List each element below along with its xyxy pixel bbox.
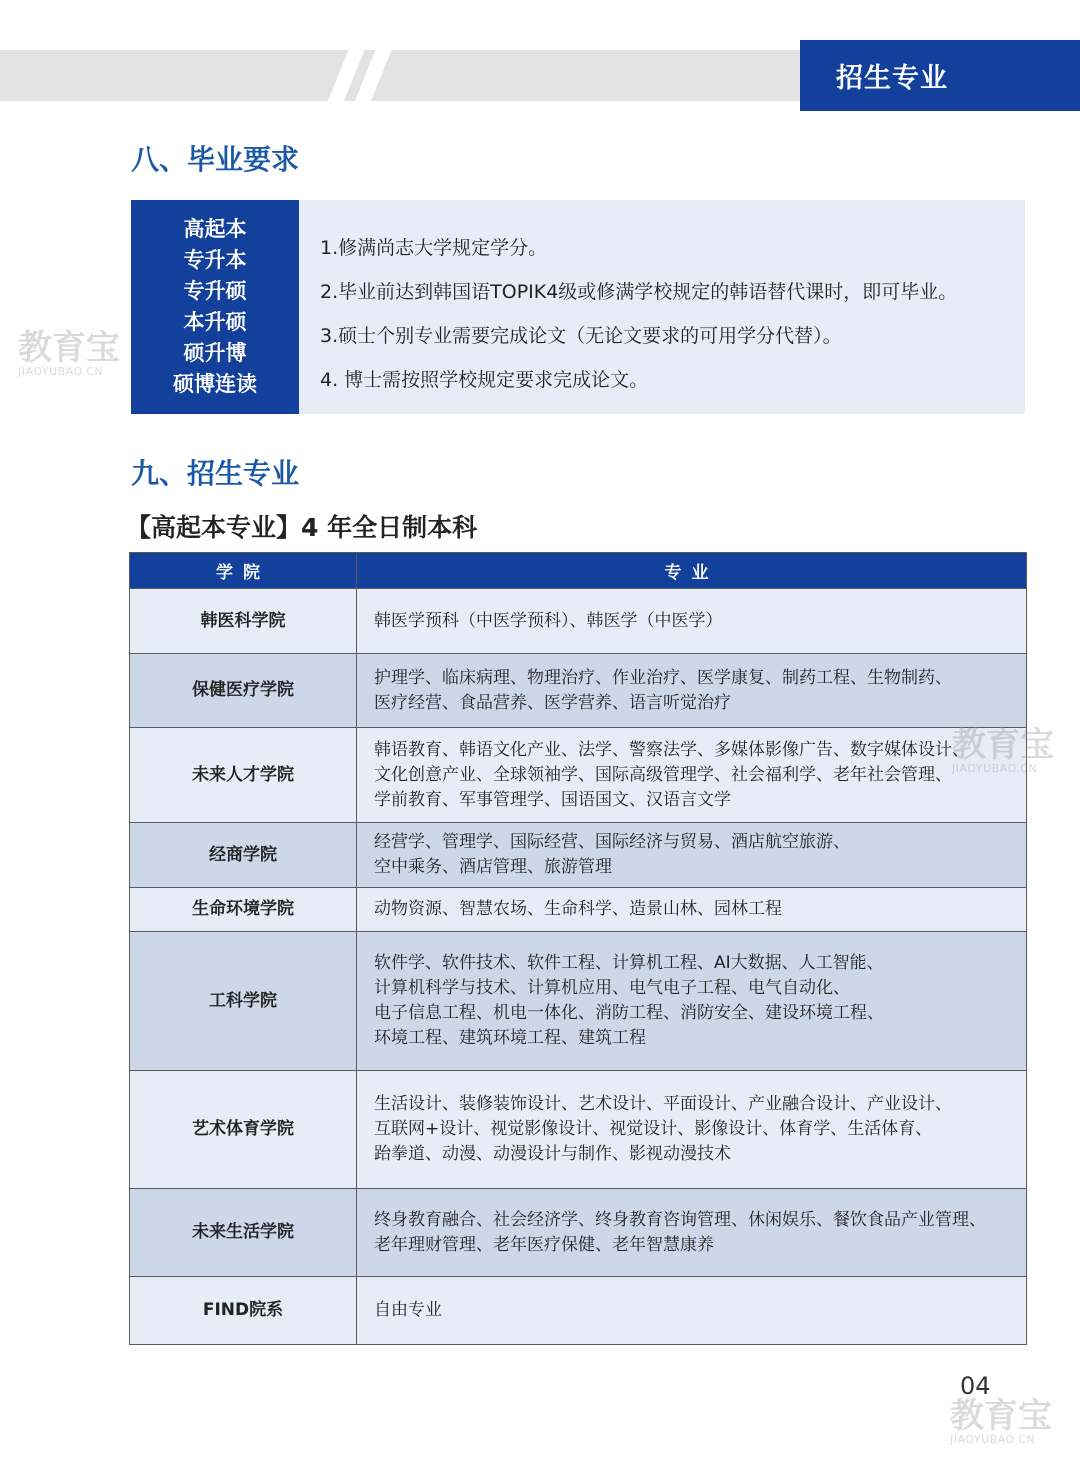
majors-cell	[357, 888, 1027, 932]
column-header-college: 学院	[130, 553, 357, 589]
watermark-url: JIAOYUBAO.CN	[950, 1433, 1036, 1446]
majors-cell	[357, 823, 1027, 888]
section-title-majors: 九、招生专业	[131, 457, 300, 490]
page-number: 04	[960, 1372, 991, 1400]
table-row	[130, 1277, 1027, 1345]
major-line: 自由专业	[374, 1300, 442, 1320]
degree-level-label: 专升硕	[183, 279, 247, 303]
table-row	[130, 932, 1027, 1071]
majors-table	[129, 552, 1027, 1345]
major-line: 经营学、管理学、国际经营、国际经济与贸易、酒店航空旅游、	[374, 832, 850, 852]
watermark-logo-text: 教育宝	[18, 328, 120, 368]
major-line: 韩医学预科（中医学预科）、韩医学（中医学）	[374, 610, 723, 631]
table-row	[130, 654, 1027, 728]
major-line: 护理学、临床病理、物理治疗、作业治疗、医学康复、制药工程、生物制药、	[374, 667, 952, 688]
table-row	[130, 589, 1027, 654]
majors-subtitle: 【高起本专业】4 年全日制本科	[126, 513, 478, 542]
major-line: 软件学、软件技术、软件工程、计算机工程、AI大数据、人工智能、	[374, 953, 884, 973]
major-line: 环境工程、建筑环境工程、建筑工程	[374, 1028, 646, 1048]
college-cell: FIND院系	[130, 1277, 357, 1345]
requirements-list	[320, 226, 957, 402]
section-title-graduation: 八、毕业要求	[131, 143, 300, 176]
watermark	[952, 727, 1054, 775]
major-line: 文化创意产业、全球领袖学、国际高级管理学、社会福利学、老年社会管理、	[374, 764, 952, 785]
watermark-url: JIAOYUBAO.CN	[952, 762, 1038, 775]
majors-cell	[357, 1189, 1027, 1277]
degree-levels-panel	[131, 200, 299, 414]
degree-level-label: 硕升博	[183, 341, 247, 365]
college-cell: 经商学院	[130, 823, 357, 888]
major-line: 韩语教育、韩语文化产业、法学、警察法学、多媒体影像广告、数字媒体设计、	[374, 739, 969, 760]
major-line: 电子信息工程、机电一体化、消防工程、消防安全、建设环境工程、	[374, 1003, 884, 1023]
requirement-item: 4. 博士需按照学校规定要求完成论文。	[320, 369, 649, 391]
table-row	[130, 1071, 1027, 1189]
requirement-item: 1.修满尚志大学规定学分。	[320, 237, 548, 259]
requirement-item: 3.硕士个别专业需要完成论文（无论文要求的可用学分代替）。	[320, 325, 842, 347]
header-section-tab	[800, 40, 1080, 111]
graduation-requirements-box	[131, 200, 1025, 414]
major-line: 计算机科学与技术、计算机应用、电气电子工程、电气自动化、	[374, 978, 850, 998]
major-line: 终身教育融合、社会经济学、终身教育咨询管理、休闲娱乐、餐饮食品产业管理、	[374, 1209, 986, 1230]
major-line: 医疗经营、食品营养、医学营养、语言听觉治疗	[374, 692, 731, 713]
table-header-row	[130, 553, 1027, 589]
table-row	[130, 888, 1027, 932]
watermark	[950, 1398, 1052, 1446]
header-band	[0, 50, 800, 101]
majors-cell	[357, 589, 1027, 654]
degree-level-label: 高起本	[183, 217, 247, 241]
major-line: 互联网+设计、视觉影像设计、视觉设计、影像设计、体育学、生活体育、	[374, 1119, 933, 1139]
watermark-url: JIAOYUBAO.CN	[18, 365, 104, 378]
watermark	[18, 330, 120, 378]
major-line: 动物资源、智慧农场、生命科学、造景山林、园林工程	[374, 899, 782, 919]
watermark-logo-text: 教育宝	[950, 1396, 1052, 1436]
column-header-major: 专业	[357, 553, 1027, 589]
college-cell: 韩医科学院	[130, 589, 357, 654]
college-cell: 工科学院	[130, 932, 357, 1071]
college-cell: 保健医疗学院	[130, 654, 357, 728]
majors-cell	[357, 654, 1027, 728]
major-line: 跆拳道、动漫、动漫设计与制作、影视动漫技术	[374, 1144, 731, 1164]
college-cell: 生命环境学院	[130, 888, 357, 932]
majors-cell	[357, 728, 1027, 823]
degree-level-label: 专升本	[183, 248, 247, 272]
table-row	[130, 1189, 1027, 1277]
degree-level-label: 硕博连读	[173, 372, 257, 396]
table-row	[130, 728, 1027, 823]
major-line: 学前教育、军事管理学、国语国文、汉语言文学	[374, 789, 731, 810]
majors-cell	[357, 932, 1027, 1071]
majors-cell	[357, 1071, 1027, 1189]
degree-level-label: 本升硕	[183, 310, 247, 334]
major-line: 空中乘务、酒店管理、旅游管理	[374, 857, 612, 877]
major-line: 生活设计、装修装饰设计、艺术设计、平面设计、产业融合设计、产业设计、	[374, 1094, 952, 1114]
requirement-item: 2.毕业前达到韩国语TOPIK4级或修满学校规定的韩语替代课时，即可毕业。	[320, 281, 958, 303]
watermark-logo-text: 教育宝	[952, 725, 1054, 765]
college-cell: 未来生活学院	[130, 1189, 357, 1277]
table-row	[130, 823, 1027, 888]
major-line: 老年理财管理、老年医疗保健、老年智慧康养	[374, 1234, 714, 1255]
header-tab-label: 招生专业	[836, 63, 948, 94]
college-cell: 艺术体育学院	[130, 1071, 357, 1189]
college-cell: 未来人才学院	[130, 728, 357, 823]
majors-cell	[357, 1277, 1027, 1345]
